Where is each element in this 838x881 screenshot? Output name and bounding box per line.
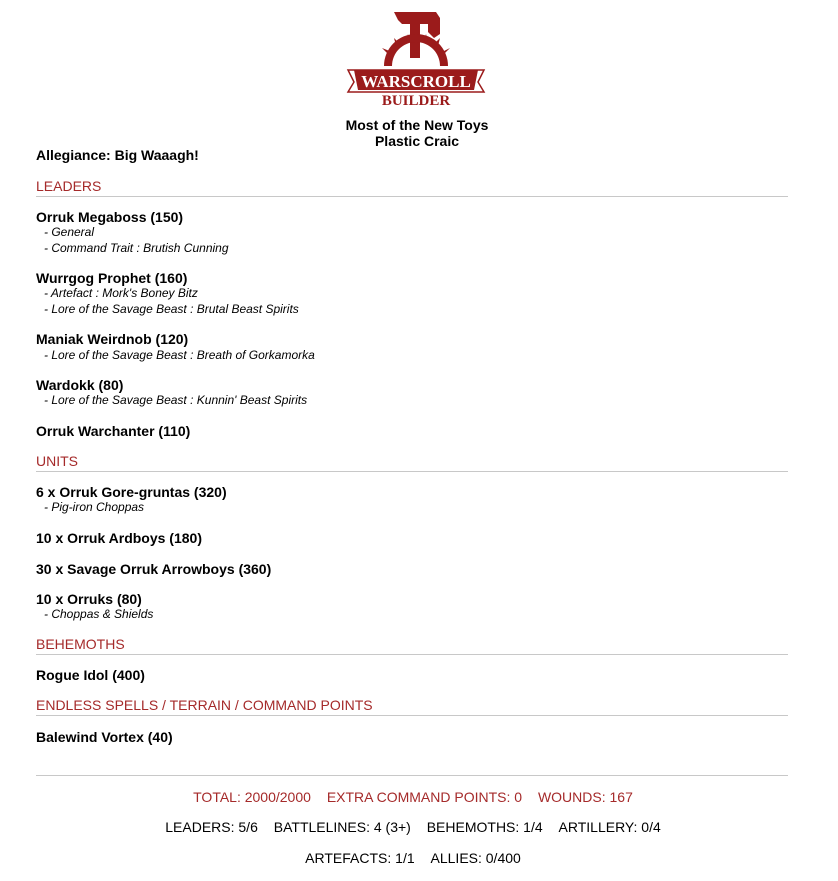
- total-points: TOTAL: 2000/2000: [193, 789, 311, 805]
- section-behemoths: BEHEMOTHS: [36, 636, 788, 655]
- unit-entry: Orruk Megaboss (150): [36, 209, 184, 225]
- leaders-count: LEADERS: 5/6: [165, 819, 258, 835]
- logo-line1: WARSCROLL: [361, 72, 471, 91]
- unit-entry: Balewind Vortex (40): [36, 729, 173, 745]
- unit-entry: Maniak Weirdnob (120): [36, 331, 189, 347]
- logo-line2: BUILDER: [381, 93, 451, 108]
- unit-option: - Lore of the Savage Beast : Brutal Beast Spirits: [44, 302, 299, 316]
- extras-row: [0, 850, 826, 866]
- unit-entry: Orruk Warchanter (110): [36, 423, 191, 439]
- unit-option: - Choppas & Shields: [44, 607, 154, 621]
- extra-command-points: EXTRA COMMAND POINTS: 0: [326, 789, 523, 805]
- unit-entry: 6 x Orruk Gore-gruntas (320): [36, 484, 227, 500]
- wounds-total: WOUNDS: 167: [537, 789, 633, 805]
- divider: [36, 775, 788, 776]
- behemoths-count: BEHEMOTHS: 1/4: [426, 819, 543, 835]
- section-leaders: LEADERS: [36, 178, 788, 197]
- list-name: Most of the New Toys: [345, 117, 489, 133]
- unit-entry: 10 x Orruks (80): [36, 591, 142, 607]
- unit-option: - Lore of the Savage Beast : Kunnin' Beast Spirits: [44, 393, 308, 407]
- unit-option: - Command Trait : Brutish Cunning: [44, 241, 229, 255]
- warscroll-builder-logo: [344, 8, 488, 108]
- unit-option: - Pig-iron Choppas: [44, 500, 145, 514]
- composition-row: [0, 819, 826, 835]
- unit-option: - Lore of the Savage Beast : Breath of Gorkamorka: [44, 348, 315, 362]
- unit-entry: 30 x Savage Orruk Arrowboys (360): [36, 561, 272, 577]
- section-units: UNITS: [36, 453, 788, 472]
- unit-entry: Rogue Idol (400): [36, 667, 145, 683]
- unit-entry: Wardokk (80): [36, 377, 124, 393]
- section-endless-spells: ENDLESS SPELLS / TERRAIN / COMMAND POINTS: [36, 697, 788, 716]
- list-subtitle: Plastic Craic: [374, 133, 460, 149]
- unit-entry: 10 x Orruk Ardboys (180): [36, 530, 202, 546]
- totals-row: [0, 789, 826, 805]
- artillery-count: ARTILLERY: 0/4: [558, 819, 661, 835]
- unit-entry: Wurrgog Prophet (160): [36, 270, 188, 286]
- unit-option: - General: [44, 225, 95, 239]
- artefacts-count: ARTEFACTS: 1/1: [305, 850, 415, 866]
- allegiance: Allegiance: Big Waaagh!: [36, 147, 199, 163]
- battlelines-count: BATTLELINES: 4 (3+): [273, 819, 411, 835]
- unit-option: - Artefact : Mork's Boney Bitz: [44, 286, 198, 300]
- allies-points: ALLIES: 0/400: [430, 850, 521, 866]
